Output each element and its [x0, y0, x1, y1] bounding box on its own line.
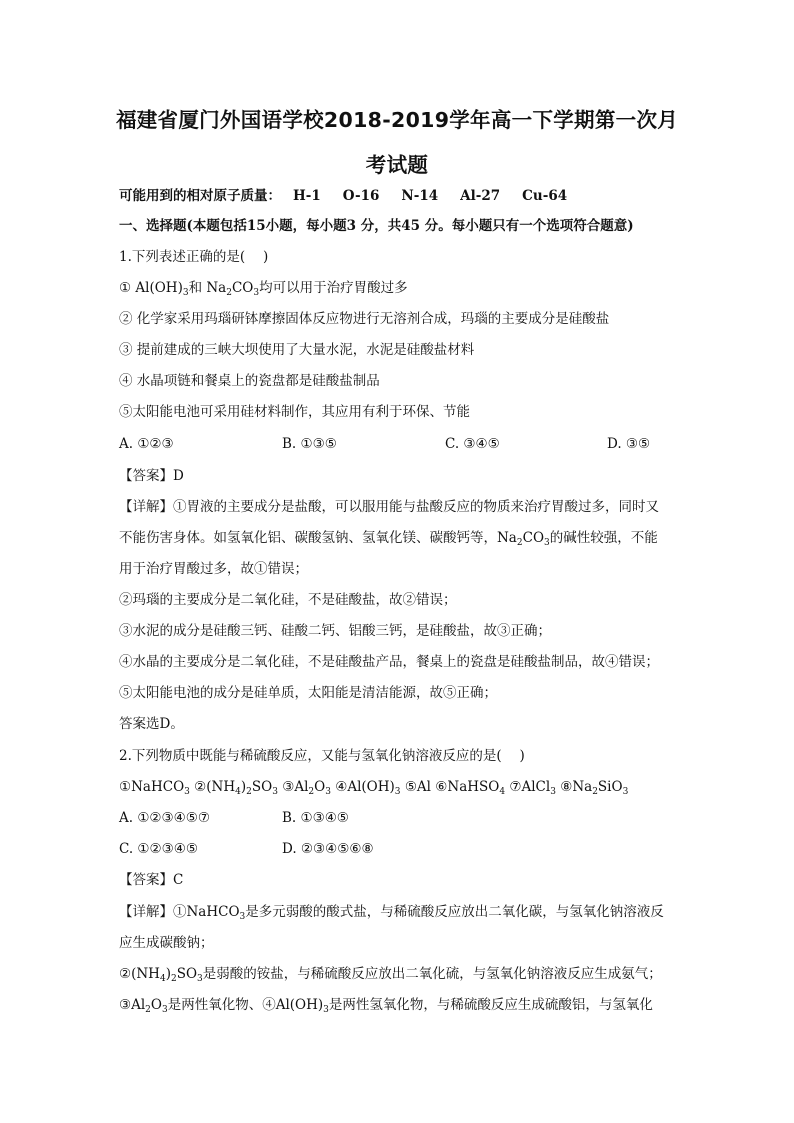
q2-option-a: A. ①②③④⑤⑦	[119, 810, 210, 826]
q1-statement-2: ② 化学家采用玛瑙研钵摩擦固体反应物进行无溶剂合成，玛瑙的主要成分是硅酸盐	[119, 311, 610, 327]
q1-option-c: C. ③④⑤	[445, 436, 500, 452]
atomic-mass-item: Al-27	[460, 188, 501, 204]
q2-explanation-line: $②(NH_4)_2SO_3$是弱酸的铵盐，与稀硫酸反应放出二氧化硫，与氢氧化钠溶液反应生成氨气；	[119, 966, 662, 984]
q1-answer: 【答案】D	[119, 468, 184, 484]
q1-option-a: A. ①②③	[119, 436, 174, 452]
q1-explanation-line: 用于治疗胃酸过多，故①错误；	[119, 561, 308, 577]
q1-statement-4: ④ 水晶项链和餐桌上的瓷盘都是硅酸盐制品	[119, 373, 380, 389]
atomic-mass-label: 可能用到的相对原子质量：	[119, 188, 281, 204]
doc-title-line2: 考试题	[365, 153, 429, 177]
doc-title-line1: 福建省厦门外国语学校2018-2019学年高一下学期第一次月	[115, 108, 679, 132]
q1-explanation-line: ②玛瑙的主要成分是二氧化硅，不是硅酸盐，故②错误；	[119, 592, 457, 608]
atomic-mass-line	[119, 186, 589, 206]
q1-option-b: B. ①③⑤	[282, 436, 337, 452]
atomic-mass-item: N-14	[401, 188, 439, 204]
q1-explanation-line: ⑤太阳能电池的成分是硅单质，太阳能是清洁能源，故⑤正确；	[119, 685, 497, 701]
question-2-stem: 2.下列物质中既能与稀硫酸反应，又能与氢氧化钠溶液反应的是( )	[119, 748, 525, 764]
q1-option-d: D. ③⑤	[607, 436, 651, 452]
q1-statement-5: ⑤太阳能电池可采用硅材料制作，其应用有利于环保、节能	[119, 404, 470, 420]
question-1-stem: 1.下列表述正确的是( )	[119, 249, 269, 265]
section-heading: 一、选择题(本题包括15小题，每小题3 分，共45 分。每小题只有一个选项符合题意)	[119, 218, 634, 234]
q2-answer: 【答案】C	[119, 872, 184, 888]
q2-explanation-line: 【详解】①NaHCO$_3$是多元弱酸的酸式盐，与稀硫酸反应放出二氧化碳，与氢氧化钠溶液反	[119, 904, 664, 922]
q2-option-c: C. ①②③④⑤	[119, 841, 198, 857]
q2-option-b: B. ①③④⑤	[282, 810, 349, 826]
atomic-mass-item: Cu-64	[522, 188, 568, 204]
q1-statement-3: ③ 提前建成的三峡大坝使用了大量水泥，水泥是硅酸盐材料	[119, 342, 475, 358]
q2-explanation-line: 应生成碳酸钠；	[119, 935, 214, 951]
q1-explanation-line: 不能伤害身体。如氢氧化铝、碳酸氢钠、氢氧化镁、碳酸钙等，$Na_2CO_3$的碱性较强，不能	[119, 530, 658, 548]
atomic-mass-item: O-16	[342, 188, 380, 204]
q1-explanation-line: ④水晶的主要成分是二氧化硅，不是硅酸盐产品，餐桌上的瓷盘是硅酸盐制品，故④错误；	[119, 654, 659, 670]
q2-option-d: D. ②③④⑤⑥⑧	[282, 841, 374, 857]
q2-explanation-line: $③Al_2O_3$是两性氧化物、$④Al(OH)_3$是两性氢氧化物，与稀硫酸反应生成硫酸铝，与氢氧化	[119, 997, 653, 1015]
q1-explanation-line: ③水泥的成分是硅酸三钙、硅酸二钙、铝酸三钙，是硅酸盐，故③正确；	[119, 623, 551, 639]
q1-explanation-line: 答案选D。	[119, 716, 184, 732]
q1-explanation-line: 【详解】①胃液的主要成分是盐酸，可以服用能与盐酸反应的物质来治疗胃酸过多，同时又	[119, 499, 659, 515]
q2-substance-list: ①NaHCO$_3$ $②(NH_4)_2SO_3$ $③Al_2O_3$ $④Al(OH)_3$ ⑤Al ⑥NaHSO$_4$ ⑦AlCl$_3$ $⑧Na_2SiO_3$	[119, 779, 629, 797]
q1-statement-1: ① $Al(OH)_3$和 $Na_2CO_3$均可以用于治疗胃酸过多	[119, 280, 408, 298]
atomic-mass-item: H-1	[293, 188, 321, 204]
